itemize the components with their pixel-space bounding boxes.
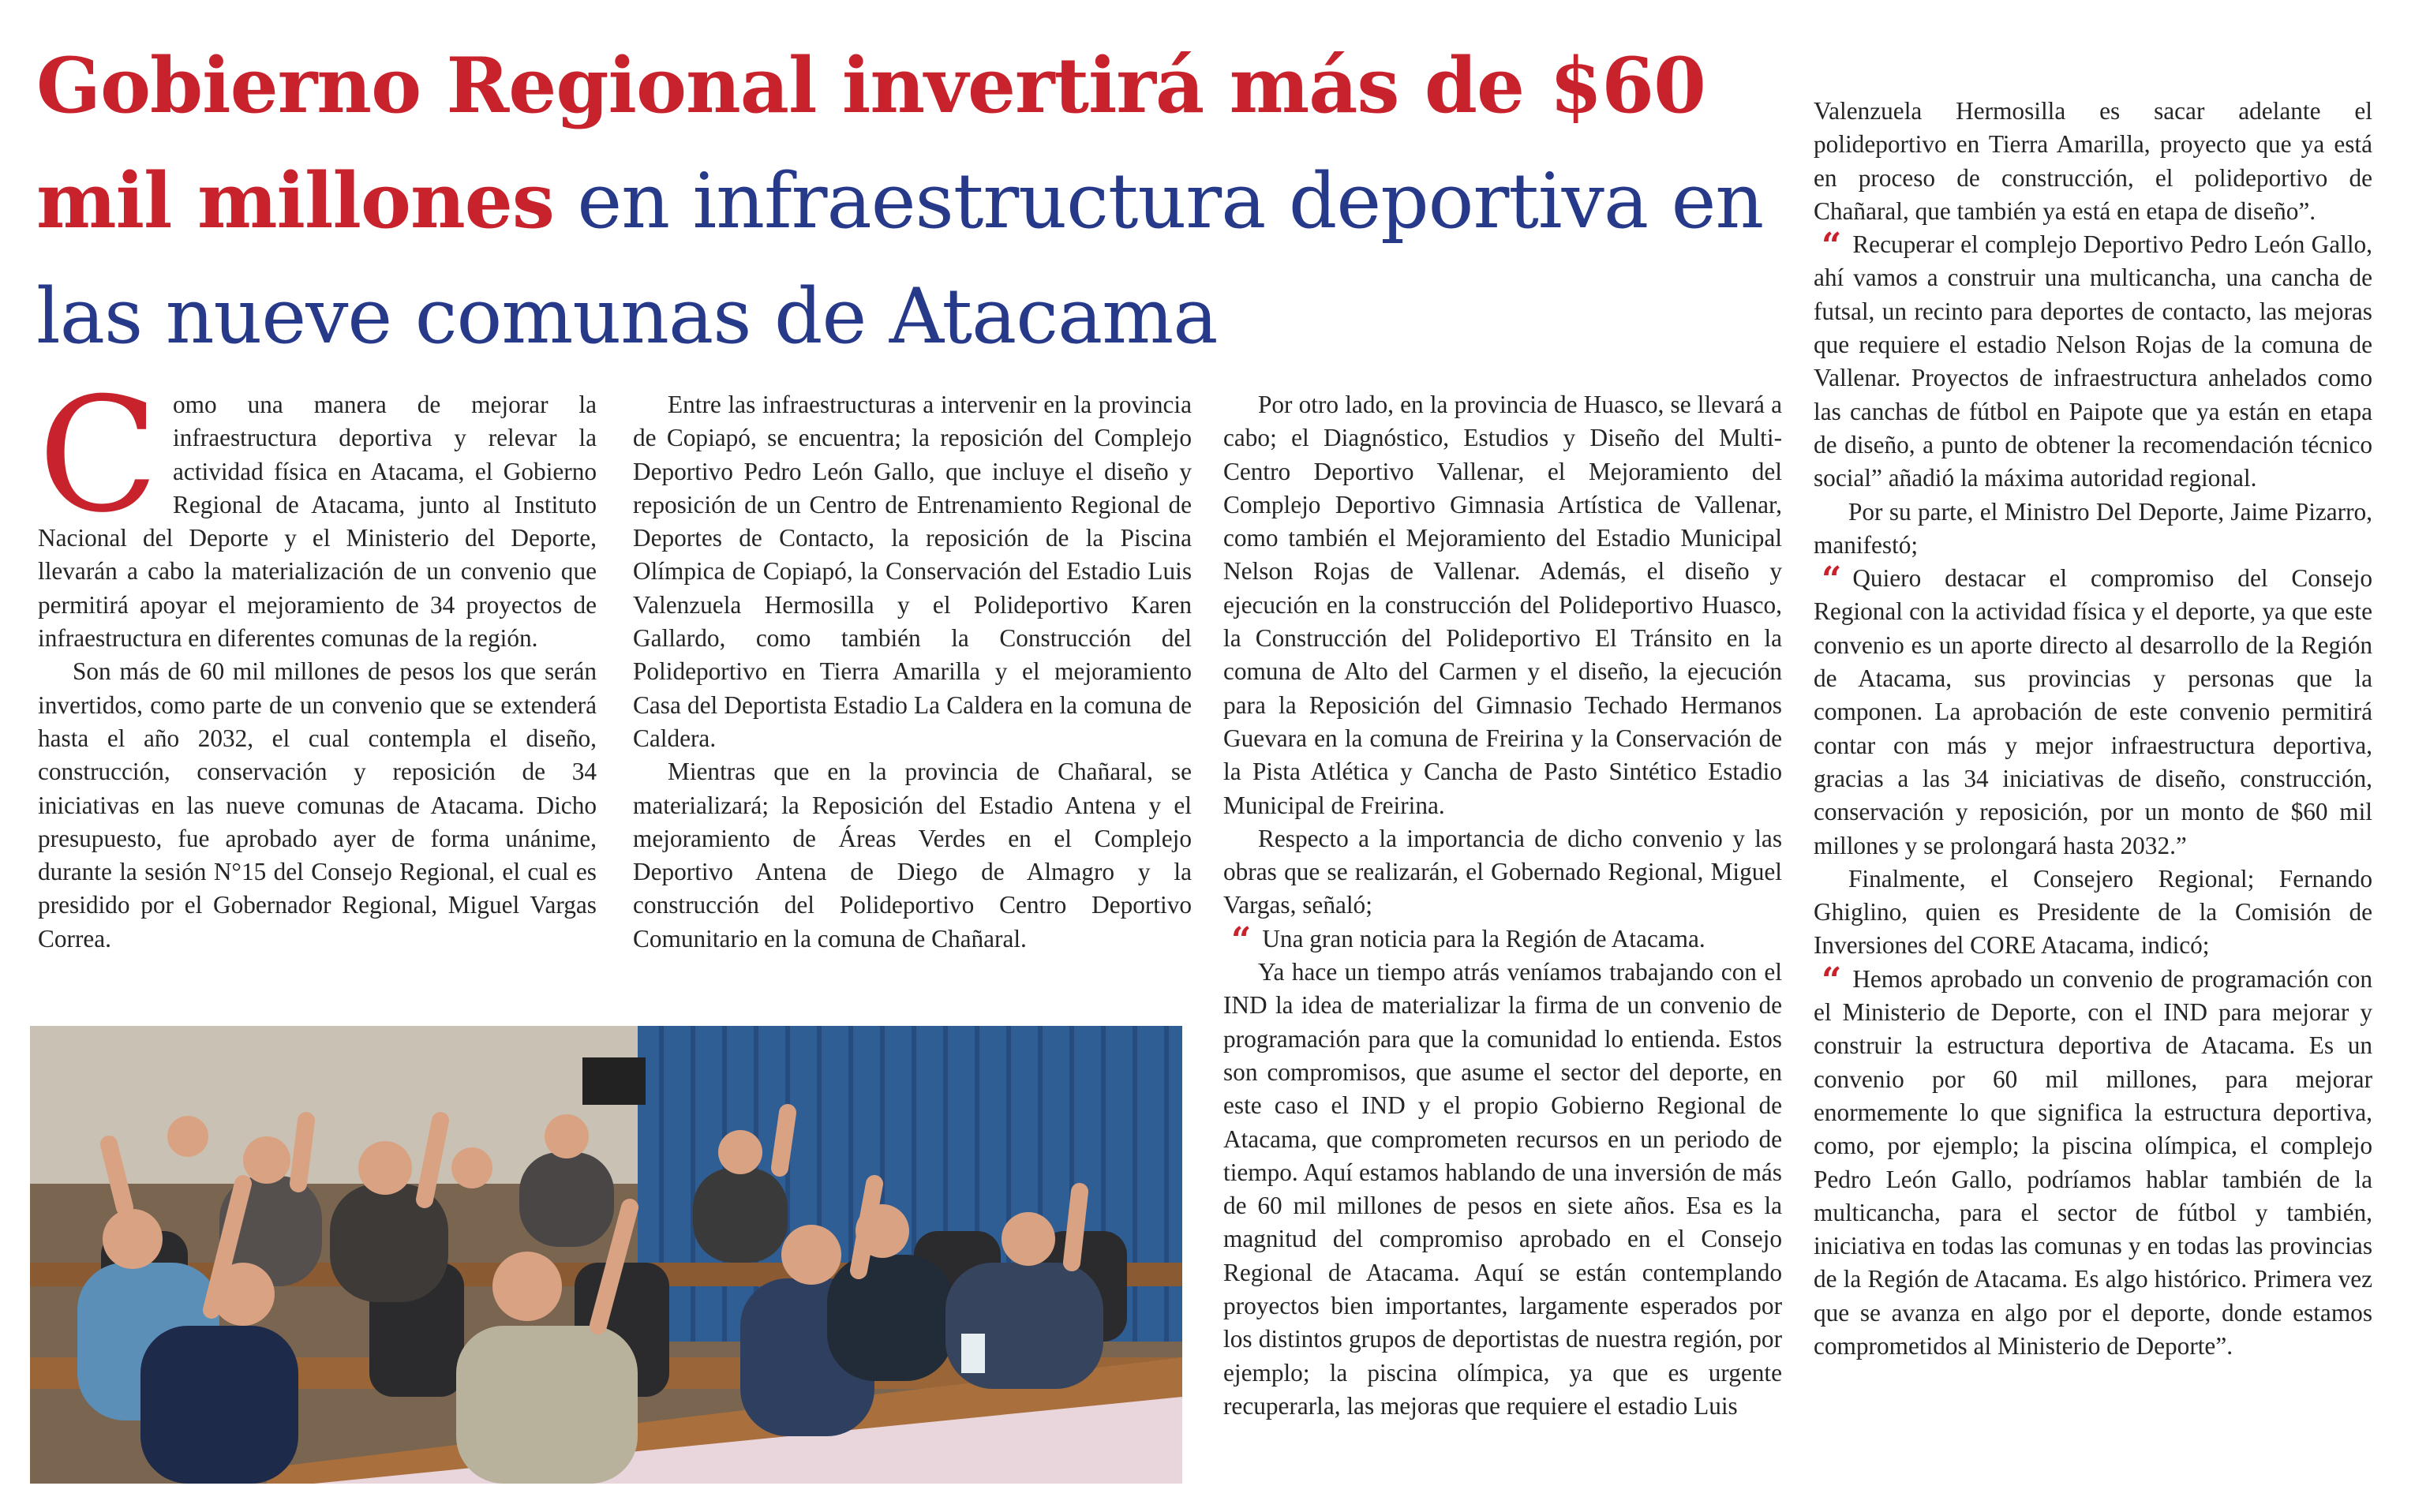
- drop-cap: C: [38, 364, 159, 548]
- article-column-1: [38, 364, 597, 956]
- article-photo: [30, 1026, 1182, 1484]
- article-column-3: [1223, 388, 1782, 1423]
- council-session-photo: [30, 1026, 1182, 1484]
- paragraph: Mientras que en la provincia de Chañaral, se materializará; la Reposición del Estadio Antena y el mejoramiento de Áreas Verdes en el Complejo Deportivo Antena de Diego de Almagro y la construcción del Polideportivo Centro Deportivo Comunitario en la comuna de Chañaral.: [633, 758, 1192, 952]
- paragraph: Por otro lado, en la provincia de Huasco, se llevará a cabo; el Diagnóstico, Estudios y Diseño del Multi-Centro Deportivo Vallenar, el Mejoramiento del Complejo Deportivo Gimnasia Artística de Vallenar, como también el Mejoramiento del Estadio Municipal Nelson Rojas de Vallenar. Además, el diseño y ejecución en la construcción del Polideportivo Huasco, la Construcción del Polideportivo El Tránsito en la comuna de Alto del Carmen y el diseño, la ejecución para la Reposición del Gimnasio Techado Hermanos Guevara en la comuna de Freirina y la Conservación de la Pista Atlética y Cancha de Pasto Sintético Estadio Municipal de Freirina.: [1223, 391, 1782, 819]
- paragraph: Entre las infraestructuras a intervenir en la provincia de Copiapó, se encuentra; la reposición del Complejo Deportivo Pedro León Gallo, que incluye el diseño y reposición de un Centro de Entrenamiento Regional de Deportes de Contacto, la reposición de la Piscina Olímpica de Copiapó, la Conservación del Estadio Luis Valenzuela Hermosilla y el Polideportivo Karen Gallardo, como también la Construcción del Polideportivo en Tierra Amarilla y el mejoramiento Casa del Deportista Estadio La Caldera en la comuna de Caldera.: [633, 391, 1192, 752]
- quote-mark-icon: “: [1231, 919, 1252, 960]
- quote-paragraph: [1814, 562, 2372, 863]
- paragraph: Respecto a la importancia de dicho convenio y las obras que se realizarán, el Gobernado Regional, Miguel Vargas, señaló;: [1223, 824, 1782, 919]
- quote-text: Hemos aprobado un convenio de programación con el Ministerio de Deporte, con el IND para mejorar y construir la estructura deportiva de Atacama. Es un convenio por 60 mil millones, para mejorar enormemente lo que significa la estructura deportiva, como, por ejemplo; la piscina olímpica, el complejo Pedro León Gallo, podríamos hablar también de la multicancha, para el sector de fútbol y también, iniciativa en todas las comunas y en todas las provincias de la Región de Atacama. Es algo histórico. Primera vez que se avanza en algo por el deporte, donde estamos comprometidos al Ministerio de Deporte”.: [1814, 964, 2372, 1360]
- paragraph: Valenzuela Hermosilla es sacar adelante el polideportivo en Tierra Amarilla, proyecto que ya está en proceso de construcción, el polideportivo de Chañaral, que también ya está en etapa de diseño”.: [1814, 97, 2372, 225]
- quote-mark-icon: “: [1822, 960, 1842, 1001]
- quote-mark-icon: “: [1822, 226, 1842, 267]
- quote-paragraph: [1814, 960, 2372, 1364]
- article-column-2: [633, 388, 1192, 956]
- paragraph: Finalmente, el Consejero Regional; Fernando Ghiglino, quien es Presidente de la Comisión de Inversiones del CORE Atacama, indicó;: [1814, 864, 2372, 960]
- headline-blue-part: en infraestructura deportiva en las nueve comunas de Atacama: [36, 157, 1764, 361]
- paragraph: Son más de 60 mil millones de pesos los que serán invertidos, como parte de un convenio que se extenderá hasta el año 2032, el cual contempla el diseño, construcción, conservación y reposición de 34 iniciativas en las nueve comunas de Atacama. Dicho presupuesto, fue aprobado ayer de forma unánime, durante la sesión N°15 del Consejo Regional, el cual es presidido por el Gobernador Regional, Miguel Vargas Correa.: [38, 657, 597, 952]
- paragraph: Por su parte, el Ministro Del Deporte, Jaime Pizarro, manifestó;: [1814, 497, 2372, 559]
- paragraph: Ya hace un tiempo atrás veníamos trabajando con el IND la idea de materializar la firma de un convenio de programación para que la comunidad lo entienda. Estos son compromisos, que asume el sector del deporte, en este caso el IND y el propio Gobierno Regional de Atacama, que comprometen recursos en un periodo de tiempo. Aquí estamos hablando de una inversión de más de 60 mil millones de pesos en siete años. Esa es la magnitud del compromiso aprobado en el Consejo Regional de Atacama. Aquí se están contemplando proyectos bien importantes, largamente esperados por los distintos grupos de deportistas de nuestra región, por ejemplo; la piscina olímpica, ya que es urgente recuperarla, las mejoras que requiere el estadio Luis: [1223, 958, 1782, 1420]
- headline: [36, 28, 1773, 374]
- quote-paragraph: [1223, 919, 1782, 960]
- quote-mark-icon: “: [1822, 560, 1842, 601]
- quote-text: Quiero destacar el compromiso del Consejo Regional con la actividad física y el deporte, ya que este convenio es un aporte directo al desarrollo de la Región de Atacama, sus provincias y personas que la componen. La aprobación de este convenio permitirá contar con más y mejor infraestructura deportiva, gracias a las 34 iniciativas de diseño, construcción, conservación y reposición, por un monto de $60 mil millones y se prolongará hasta 2032.”: [1814, 564, 2372, 859]
- paragraph: omo una manera de mejorar la infraestructura deportiva y relevar la actividad física en Atacama, el Gobierno Regional de Atacama, junto al Instituto Nacional del Deporte y el Ministerio del Deporte, llevarán a cabo la materialización de un convenio que permitirá apoyar el mejoramiento de 34 proyectos de infraestructura en diferentes comunas de la región.: [38, 391, 597, 653]
- article-column-4: [1814, 95, 2372, 1363]
- quote-paragraph: [1814, 228, 2372, 495]
- headline-red-part: Gobierno Regional invertirá más de $60 mil millones: [36, 41, 1705, 245]
- quote-text: Recuperar el complejo Deportivo Pedro León Gallo, ahí vamos a construir una multicancha, una cancha de futsal, un recinto para deportes de contacto, las mejoras que requiere el estadio Nelson Rojas de la comuna de Vallenar. Proyectos de infraestructura anhelados como las canchas de fútbol en Paipote que ya están en etapa de diseño, a punto de obtener la recomendación técnico social” añadió la máxima autoridad regional.: [1814, 230, 2372, 492]
- quote-text: Una gran noticia para la Región de Atacama.: [1262, 924, 1705, 952]
